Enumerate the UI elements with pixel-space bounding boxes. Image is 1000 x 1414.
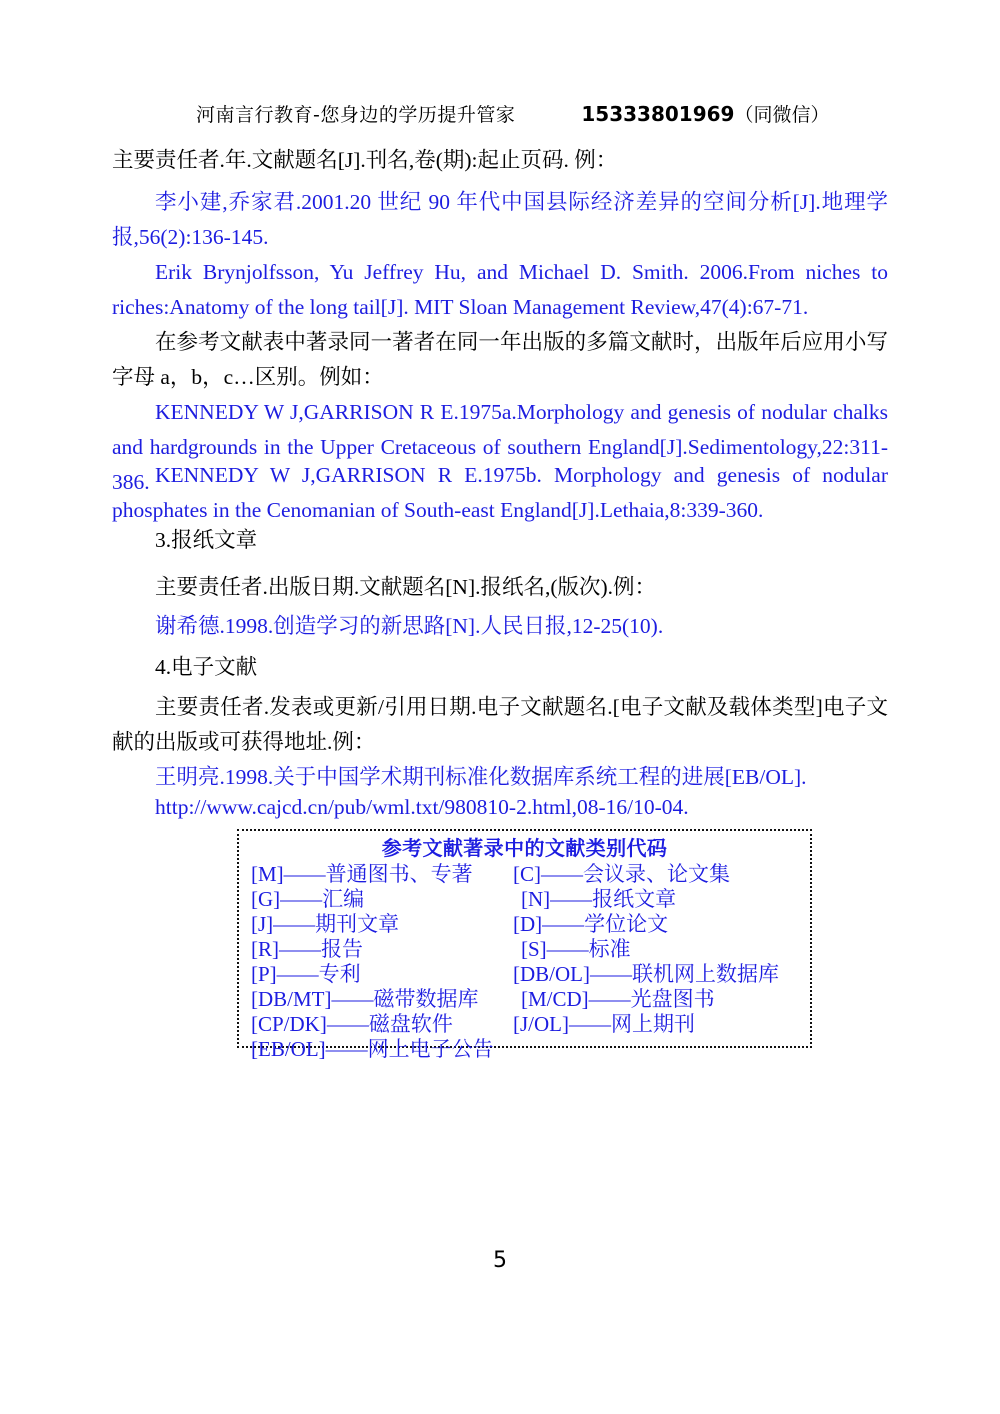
reference-kennedy-1975a: KENNEDY W J,GARRISON R E.1975a.Morphology and genesis of nodular chalks and hardgrounds in the Upper Cretaceous of southern England[J].Sedimentology,22:311-386.	[112, 400, 888, 494]
code-entry-s: [S]——标准	[521, 937, 631, 961]
document-type-code-box	[237, 829, 812, 1061]
code-entry-p: [P]——专利	[251, 962, 361, 986]
code-row	[251, 912, 810, 937]
code-row	[251, 987, 810, 1012]
electronic-format-line: 主要责任者.发表或更新/引用日期.电子文献题名.[电子文献及载体类型]电子文献的出版或可获得地址.例：	[112, 695, 888, 754]
page-header	[112, 100, 888, 130]
reference-wang-mingliang-url: http://www.cajcd.cn/pub/wml.txt/980810-2.html,08-16/10-04.	[155, 795, 689, 819]
code-entry-g: [G]——汇编	[251, 887, 365, 911]
header-phone-number	[581, 100, 829, 127]
newspaper-format-line: 主要责任者.出版日期.文献题名[N].报纸名,(版次).例：	[155, 575, 657, 599]
code-entry-j: [J]——期刊文章	[251, 912, 400, 936]
reference-li-qiao: 李小建,乔家君.2001.20 世纪 90 年代中国县际经济差异的空间分析[J].地理学报,56(2):136-145.	[112, 190, 888, 249]
section-heading-4: 4.电子文献	[155, 655, 258, 679]
code-entry-eb-ol: [EB/OL]——网上电子公告	[251, 1037, 494, 1061]
code-row	[251, 962, 810, 987]
code-row	[251, 1037, 810, 1062]
code-row	[251, 862, 810, 887]
reference-wang-mingliang: 王明亮.1998.关于中国学术期刊标准化数据库系统工程的进展[EB/OL].	[155, 765, 807, 789]
code-entry-n: [N]——报纸文章	[521, 887, 677, 911]
header-phone-note: （同微信）	[734, 104, 830, 126]
code-entry-d: [D]——学位论文	[513, 912, 669, 936]
code-entry-db-ol: [DB/OL]——联机网上数据库	[513, 962, 779, 986]
code-entry-c: [C]——会议录、论文集	[513, 862, 730, 886]
reference-xie-xide: 谢希德.1998.创造学习的新思路[N].人民日报,12-25(10).	[155, 614, 664, 638]
reference-kennedy-1975b: KENNEDY W J,GARRISON R E.1975b. Morphology and genesis of nodular phosphates in the Cenomanian of South-east England[J].Lethaia,8:339-360.	[112, 463, 888, 522]
code-row	[251, 937, 810, 962]
code-box-title: 参考文献著录中的文献类别代码	[381, 838, 668, 860]
section-heading-3: 3.报纸文章	[155, 528, 258, 552]
journal-format-line: 主要责任者.年.文献题名[J].刊名,卷(期):起止页码. 例：	[112, 148, 618, 172]
page-number: 5	[493, 1248, 507, 1273]
code-entry-j-ol: [J/OL]——网上期刊	[513, 1012, 695, 1036]
code-row	[251, 1012, 810, 1037]
code-entry-cp-dk: [CP/DK]——磁盘软件	[251, 1012, 453, 1036]
code-row	[251, 887, 810, 912]
header-brand-text: 河南言行教育-您身边的学历提升管家	[196, 104, 516, 126]
reference-brynjolfsson: Erik Brynjolfsson, Yu Jeffrey Hu, and Michael D. Smith. 2006.From niches to riches:Anatomy of the long tail[J]. MIT Sloan Management Review,47(4):67-71.	[112, 260, 888, 319]
code-entry-db-mt: [DB/MT]——磁带数据库	[251, 987, 479, 1011]
header-phone-digits: 15333801969	[581, 102, 735, 126]
code-box-rows	[239, 862, 810, 1062]
same-author-rule-paragraph: 在参考文献表中著录同一著者在同一年出版的多篇文献时，出版年后应用小写字母 a，b，c…区别。例如：	[112, 330, 888, 389]
code-entry-r: [R]——报告	[251, 937, 363, 961]
code-entry-m: [M]——普通图书、专著	[251, 862, 473, 886]
code-entry-m-cd: [M/CD]——光盘图书	[521, 987, 715, 1011]
